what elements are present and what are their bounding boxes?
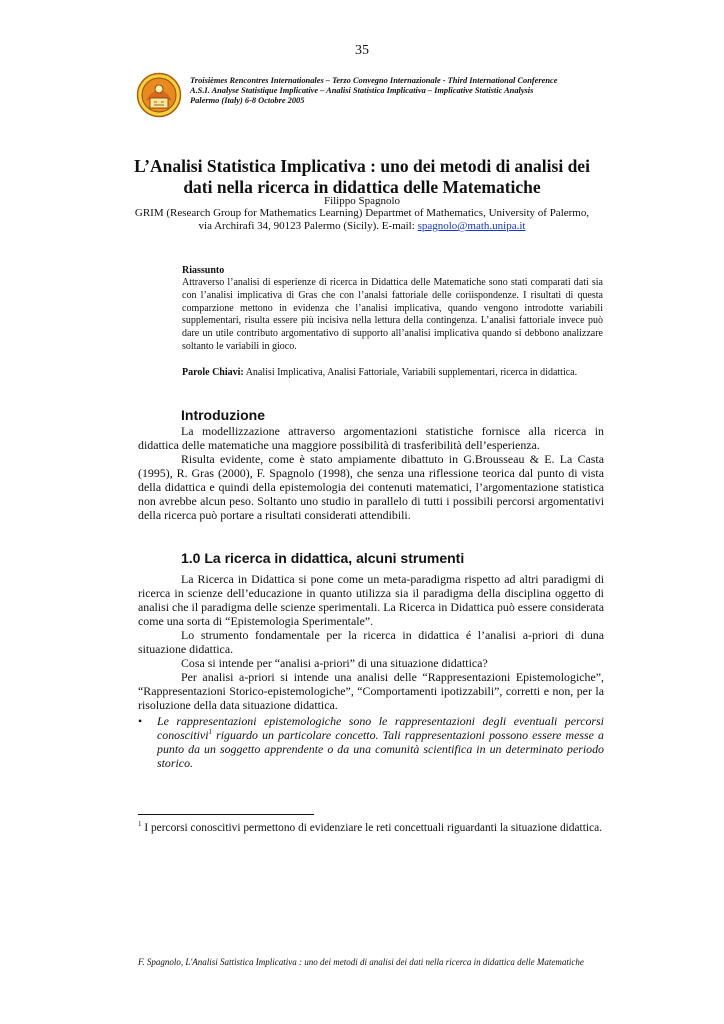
author-name: Filippo Spagnolo (323, 195, 401, 207)
keywords (182, 367, 603, 380)
email-link[interactable]: spagnolo@math.unipa.it (417, 220, 526, 232)
title-line-1: L’Analisi Statistica Implicativa : uno dei metodi di analisi dei (134, 156, 590, 176)
footnote-divider (138, 814, 314, 815)
footnote-text: I percorsi conoscitivi permettono di evidenziare le reti concettuali riguardanti la situazione didattica. (141, 822, 603, 834)
affiliation (120, 207, 604, 233)
header-line-3: Palermo (Italy) 6-8 Octobre 2005 (190, 96, 305, 105)
intro-paragraph-2: Risulta evidente, come è stato ampiamente dibattuto in G.Brousseau & E. La Casta (1995), R. Gras (2000), F. Spagnolo (1998), che senza una riflessione teorica dal punto di vista della didattica e quindi della epistemologia dei contenuti matematici, l’argomentazione statistica non avrebbe alcun peso. Soltanto uno studio in parallelo di tutti i possibili percorsi argomentativi della ricerca può portare a risultati considerati attendibili. (138, 452, 604, 522)
section-1-paragraph-4: Per analisi a-priori si intende una analisi delle “Rappresentazioni Epistemologiche”, “Rappresentazioni Storico-epistemologiche”, “Comportamenti ipotizzabili”, corretti e non, per la risoluzione della data situazione didattica. (138, 670, 604, 712)
page-number: 35 (355, 43, 369, 58)
intro-paragraph-1: La modellizzazione attraverso argomentazioni statistiche fornisce alla ricerca in didattica delle matematiche una maggiore possibilità di trasferibilità dell’esperienza. (138, 424, 604, 452)
bullet-text-start: Le rappresentazioni epistemologiche sono le rappresentazioni degli eventuali percorsi conoscitivi (157, 714, 604, 742)
paper-title (120, 156, 604, 198)
section-1-body (138, 572, 604, 712)
bullet-text-end: riguardo un particolare concetto. Tali rappresentazioni possono essere messe a punto da un soggetto apprendente o da una comunità scientifica in un determinato periodo storico. (157, 728, 604, 770)
header-line-2: A.S.I. Analyse Statistique Implicative – Analisi Statistica Implicativa – Implicative Statistic Analysis (190, 86, 534, 95)
intro-body (138, 424, 604, 522)
bullet-icon: • (138, 714, 143, 728)
bullet-item (138, 714, 604, 770)
footnote-marker: 1 (138, 820, 142, 829)
intro-heading: Introduzione (181, 407, 265, 423)
title-line-2: dati nella ricerca in didattica delle Matematiche (183, 177, 541, 197)
section-1-paragraph-1: La Ricerca in Didattica si pone come un meta-paradigma rispetto ad altri paradigmi di ricerca in scienze dell’educazione in quanto utilizza sia il paradigma della disciplina oggetto di analisi che il paradigma delle scienze sperimentali. La Ricerca in Didattica può essere considerata come una sorta di “Epistemologia Sperimentale”. (138, 572, 604, 628)
abstract-text: Attraverso l’analisi di esperienze di ricerca in Didattica delle Matematiche sono stati comparati dati sia con l’analisi implicativa di Gras che con l’analsi fattoriale delle coriispondenze. I risultati di questa comparzione mettono in evidenza che l’analisi implicativa, quando vengono introdotte variabili supplementari, risulta essere più incisiva nella lettura della contingenza. L’analisi fattoriale invece può dare un utile contributo argomentativo di supporto all’analisi implicativa quando si debbono analizzare soltanto le variabili in gioco. (182, 277, 603, 352)
affiliation-line-2 (120, 220, 604, 233)
section-1-heading: 1.0 La ricerca in didattica, alcuni strumenti (181, 550, 465, 566)
affiliation-address: via Archirafi 34, 90123 Palermo (Sicily). E-mail: (198, 220, 418, 232)
section-1-paragraph-2: Lo strumento fondamentale per la ricerca in didattica é l’analisi a-priori di duna situazione didattica. (138, 628, 604, 656)
affiliation-line-1: GRIM (Research Group for Mathematics Learning) Departmet of Mathematics, University of Palermo, (134, 207, 590, 219)
footnote (138, 821, 604, 835)
footnote-ref[interactable]: 1 (208, 728, 213, 737)
conference-header (190, 76, 630, 106)
keywords-label: Parole Chiavi: (182, 367, 244, 378)
abstract-heading: Riassunto (182, 265, 225, 276)
page-footer: F. Spagnolo, L'Analisi Sattistica Implicativa : uno dei metodi di analisi dei dati nella ricerca in didattica delle Matematiche (138, 957, 584, 967)
header-line-1: Troisièmes Rencontres Internationales – Terzo Convegno Internazionale - Third International Conference (190, 76, 558, 85)
keywords-list: Analisi Implicativa, Analisi Fattoriale, Variabili supplementari, ricerca in didattica. (243, 367, 578, 378)
bullet-text (157, 714, 604, 770)
conference-logo (136, 72, 182, 118)
section-1-paragraph-3: Cosa si intende per “analisi a-priori” di una situazione didattica? (181, 656, 488, 670)
